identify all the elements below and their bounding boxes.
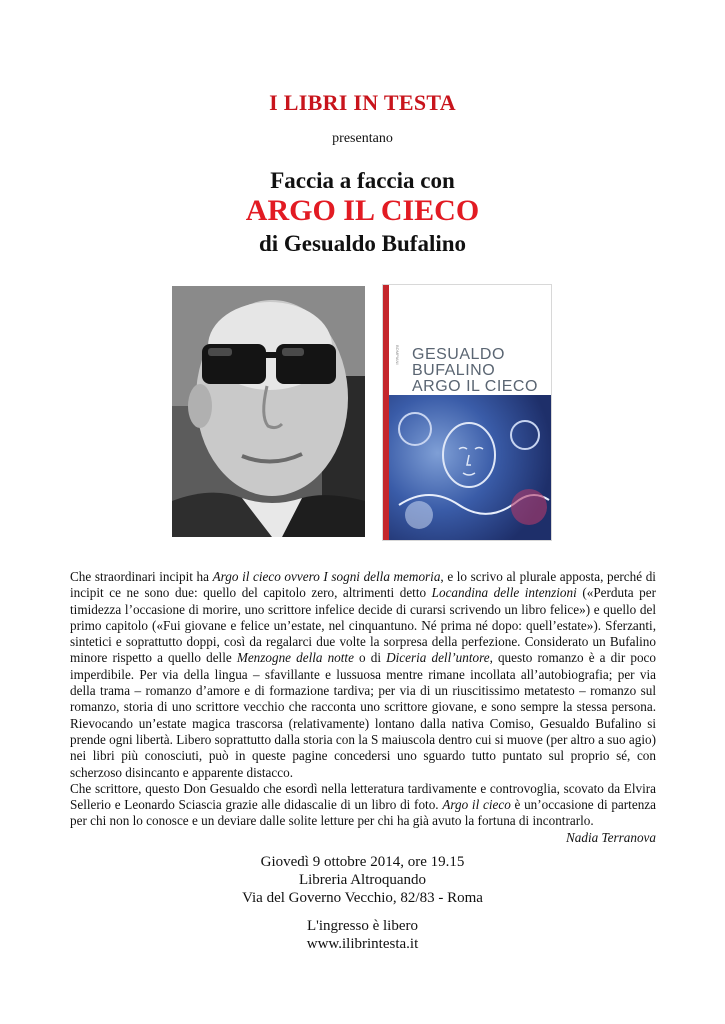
- website-link[interactable]: www.ilibrintesta.it: [306, 936, 419, 952]
- cover-face-illustration: [389, 395, 551, 540]
- text-run: Che scrittore, questo Don Gesualdo che esordì nella letteratura tardivamente e controvoglia, scovato da Elvira Sellerio e Leonardo Sciascia grazie alle didascalie di un libro di foto.: [70, 780, 656, 813]
- headline: Faccia a faccia con: [270, 168, 455, 193]
- author-portrait-photo: [172, 286, 365, 537]
- event-address: Via del Governo Vecchio, 82/83 - Roma: [242, 890, 483, 906]
- book-title-italic: Argo il cieco: [442, 797, 511, 813]
- author-line: di Gesualdo Bufalino: [258, 231, 467, 256]
- event-info: [0, 917, 725, 953]
- cover-publisher: BOMPIANI: [395, 345, 400, 365]
- event-date: Giovedì 9 ottobre 2014, ore 19.15: [260, 854, 465, 870]
- cover-artwork: [389, 395, 551, 540]
- review-paragraph-1: [70, 569, 656, 781]
- text-run: , e lo scrivo al plurale apposta, perché di incipit ce ne sono due: quello del capitolo zero, altrimenti detto: [70, 569, 656, 601]
- cover-title: [412, 347, 547, 395]
- book-title-italic: Menzogne della notte: [236, 650, 354, 666]
- review-text: [70, 569, 656, 846]
- event-details: [0, 853, 725, 907]
- text-run: Che straordinari incipit ha: [70, 569, 213, 584]
- book-title-italic: Diceria dell’untore: [386, 650, 490, 666]
- text-run: o di: [353, 650, 387, 666]
- review-signature: Nadia Terranova: [565, 829, 656, 845]
- book-cover: [382, 284, 552, 541]
- cover-book-title: ARGO IL CIECO: [412, 378, 538, 395]
- chapter-title-italic: Locandina delle intenzioni: [431, 585, 577, 601]
- entry-note: L'ingresso è libero: [306, 918, 418, 934]
- book-title: ARGO IL CIECO: [245, 194, 480, 227]
- organization-title: I LIBRI IN TESTA: [269, 90, 456, 115]
- book-title-italic: Argo il cieco ovvero I sogni della memoria: [212, 569, 441, 584]
- event-venue: Libreria Altroquando: [298, 872, 427, 888]
- cover-author: GESUALDO BUFALINO: [412, 346, 505, 379]
- text-run: , questo romanzo è a dir poco imperdibile. Per via della lingua – sfavillante e lussuosa mentre rimane incollata all’autobiografia; per via della trama – romanzo d’amore e di formazione tardiva; per via di un riuscitissimo metatesto – romanzo sul romanzo, storia di uno scrittore vecchio che racconta uno scrittore giovane, e sono sempre la stessa persona. Rievocando un’estate magica trascorsa (relativamente) lontano dalla nativa Comiso, Gesualdo Bufalino si prende ogni libertà. Libero soprattutto dalla storia con la S maiuscola dentro cui si muove (per altro a suo agio) nei libri più conosciuti, può in queste pagine concedersi uno sguardo tutto puntato sul proprio sé, con scherzoso disincanto e apparente distacco.: [70, 650, 656, 780]
- presents-line: presentano: [332, 131, 393, 146]
- text-run: («Perduta per timidezza l’occasione di morire, uno scrittore infelice decide di curarsi scrivendo un libro felice») e quello del primo capitolo («Fui giovane e felice un’estate, nel cinquantuno. Né prima né dopo: quell’estate»). Sferzanti, sintetici e soprattutto doppi, così da regalarci due volte la sorpresa della perfezione. Considerato un Bufalino minore rispetto a quello delle: [70, 585, 656, 666]
- portrait-illustration: [172, 286, 365, 537]
- text-run: è un’occasione di partenza per chi non lo conosce e un deviare dalle solite letture per chi ha già avuto la fortuna di incontrarlo.: [70, 797, 656, 829]
- review-paragraph-2: [70, 781, 656, 830]
